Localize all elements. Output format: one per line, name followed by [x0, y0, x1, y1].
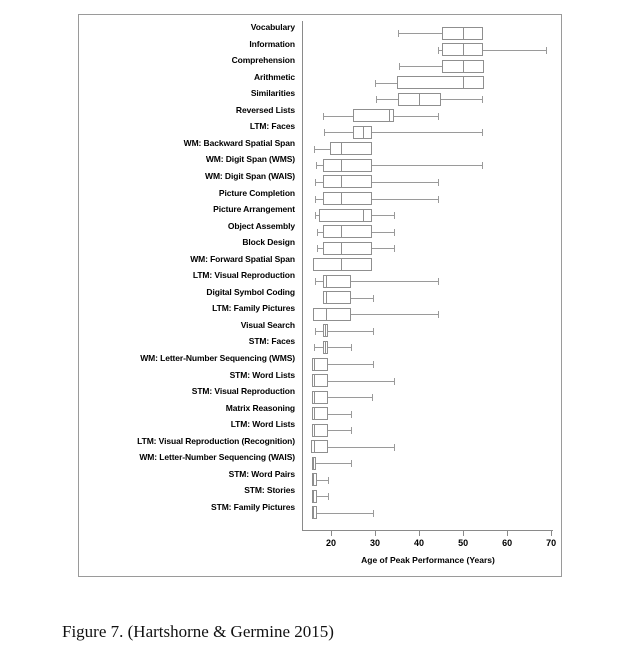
median-line: [341, 225, 342, 238]
y-axis-label: Information: [249, 38, 295, 49]
whisker-high-line: [328, 347, 351, 348]
x-tick-mark: [463, 531, 464, 536]
median-line: [314, 391, 315, 404]
median-line: [313, 506, 314, 519]
whisker-low-cap: [398, 30, 399, 37]
x-axis-title: Age of Peak Performance (Years): [361, 555, 495, 565]
boxplot-chart: [79, 15, 563, 578]
box-iqr: [323, 275, 351, 288]
whisker-high-line: [351, 314, 438, 315]
whisker-high-cap: [438, 179, 439, 186]
whisker-high-cap: [351, 411, 352, 418]
whisker-low-cap: [375, 80, 376, 87]
y-axis-label: LTM: Faces: [249, 121, 295, 132]
median-line: [313, 490, 314, 503]
whisker-high-cap: [394, 212, 395, 219]
y-axis-label: Matrix Reasoning: [225, 402, 295, 413]
y-axis-label: LTM: Visual Reproduction (Recognition): [137, 435, 295, 446]
y-axis-label: Block Design: [242, 237, 295, 248]
box-iqr: [313, 258, 372, 271]
figure-frame: [78, 14, 562, 577]
box-iqr: [323, 159, 372, 172]
y-axis-label: Arithmetic: [253, 71, 295, 82]
median-line: [314, 358, 315, 371]
whisker-low-cap: [315, 179, 316, 186]
y-axis-label: LTM: Family Pictures: [212, 303, 295, 314]
whisker-high-cap: [482, 129, 483, 136]
whisker-high-cap: [351, 427, 352, 434]
x-tick-mark: [507, 531, 508, 536]
whisker-low-line: [315, 199, 323, 200]
whisker-low-line: [315, 182, 323, 183]
median-line: [326, 275, 327, 288]
y-axis-label: STM: Faces: [248, 336, 295, 347]
whisker-low-cap: [316, 162, 317, 169]
whisker-high-cap: [351, 344, 352, 351]
x-tick-mark: [419, 531, 420, 536]
whisker-low-cap: [315, 212, 316, 219]
median-line: [463, 43, 464, 56]
whisker-high-cap: [372, 394, 373, 401]
whisker-high-line: [351, 298, 373, 299]
y-axis-label: LTM: Word Lists: [230, 419, 295, 430]
whisker-low-cap: [323, 113, 324, 120]
y-axis-label: Visual Search: [240, 319, 295, 330]
whisker-high-line: [316, 463, 351, 464]
whisker-high-cap: [373, 328, 374, 335]
median-line: [463, 60, 464, 73]
median-line: [326, 291, 327, 304]
whisker-high-cap: [394, 378, 395, 385]
box-iqr: [323, 175, 372, 188]
whisker-high-cap: [394, 229, 395, 236]
whisker-low-line: [314, 347, 323, 348]
whisker-low-line: [376, 99, 398, 100]
median-line: [313, 473, 314, 486]
x-tick-label: 70: [546, 538, 557, 548]
x-tick-mark: [551, 531, 552, 536]
y-axis-label: WM: Backward Spatial Span: [183, 137, 295, 148]
y-axis-label: WM: Digit Span (WAIS): [205, 170, 295, 181]
whisker-low-cap: [315, 328, 316, 335]
y-axis-label: Comprehension: [231, 55, 295, 66]
whisker-high-line: [372, 182, 438, 183]
box-iqr: [319, 209, 372, 222]
whisker-high-line: [328, 397, 372, 398]
whisker-high-cap: [373, 361, 374, 368]
median-line: [326, 308, 327, 321]
whisker-high-cap: [546, 47, 547, 54]
x-tick-label: 30: [370, 538, 381, 548]
whisker-low-cap: [376, 96, 377, 103]
whisker-high-line: [328, 447, 394, 448]
x-tick-mark: [375, 531, 376, 536]
median-line: [341, 192, 342, 205]
whisker-low-cap: [438, 47, 439, 54]
whisker-high-line: [394, 116, 438, 117]
whisker-high-cap: [394, 444, 395, 451]
x-tick-label: 60: [502, 538, 513, 548]
whisker-high-line: [372, 215, 394, 216]
whisker-high-cap: [328, 493, 329, 500]
y-axis-label: Object Assembly: [227, 220, 295, 231]
median-line: [314, 440, 315, 453]
box-iqr: [323, 242, 372, 255]
y-axis-label: Similarities: [250, 88, 295, 99]
y-axis-label: LTM: Visual Reproduction: [192, 270, 295, 281]
whisker-high-cap: [482, 96, 483, 103]
box-iqr: [330, 142, 372, 155]
median-line: [341, 142, 342, 155]
box-iqr: [323, 192, 372, 205]
whisker-low-line: [323, 116, 353, 117]
box-iqr: [313, 308, 351, 321]
y-axis-label: WM: Letter-Number Sequencing (WAIS): [139, 452, 295, 463]
median-line: [341, 175, 342, 188]
y-axis-line: [302, 21, 303, 531]
whisker-high-line: [328, 331, 373, 332]
median-line: [313, 457, 314, 470]
plot-area: [302, 21, 557, 565]
whisker-high-cap: [438, 311, 439, 318]
whisker-high-line: [483, 50, 546, 51]
whisker-high-line: [317, 480, 328, 481]
median-line: [463, 27, 464, 40]
whisker-low-line: [315, 281, 323, 282]
whisker-low-line: [324, 132, 353, 133]
whisker-high-cap: [438, 196, 439, 203]
y-axis-label: STM: Stories: [244, 485, 295, 496]
whisker-high-cap: [394, 245, 395, 252]
y-axis-label: STM: Word Lists: [229, 369, 295, 380]
y-axis-label: Picture Arrangement: [213, 204, 295, 215]
whisker-low-line: [315, 331, 323, 332]
whisker-high-line: [317, 496, 328, 497]
whisker-low-line: [314, 149, 330, 150]
median-line: [314, 424, 315, 437]
whisker-high-line: [328, 381, 394, 382]
whisker-high-cap: [438, 278, 439, 285]
whisker-low-cap: [315, 196, 316, 203]
median-line: [341, 258, 342, 271]
box-iqr: [323, 291, 351, 304]
y-axis-label: Reversed Lists: [235, 104, 295, 115]
whisker-low-cap: [317, 229, 318, 236]
y-axis-label: STM: Word Pairs: [228, 468, 295, 479]
median-line: [325, 324, 326, 337]
whisker-high-cap: [373, 510, 374, 517]
median-line: [419, 93, 420, 106]
x-tick-label: 20: [326, 538, 337, 548]
median-line: [341, 242, 342, 255]
y-axis-label: STM: Visual Reproduction: [191, 386, 295, 397]
whisker-high-line: [328, 364, 373, 365]
median-line: [389, 109, 390, 122]
box-iqr: [397, 76, 485, 89]
whisker-high-line: [328, 414, 351, 415]
whisker-low-cap: [315, 278, 316, 285]
whisker-high-cap: [328, 477, 329, 484]
box-iqr: [323, 225, 372, 238]
x-axis-line: [302, 530, 553, 531]
median-line: [341, 159, 342, 172]
x-tick-mark: [331, 531, 332, 536]
median-line: [325, 341, 326, 354]
median-line: [463, 76, 464, 89]
whisker-high-line: [328, 430, 351, 431]
whisker-high-cap: [351, 460, 352, 467]
whisker-low-cap: [399, 63, 400, 70]
y-axis-label: Picture Completion: [218, 187, 295, 198]
y-axis-label: Digital Symbol Coding: [206, 286, 295, 297]
whisker-high-cap: [438, 113, 439, 120]
whisker-high-cap: [482, 162, 483, 169]
x-tick-label: 40: [414, 538, 425, 548]
whisker-low-line: [316, 165, 323, 166]
median-line: [363, 126, 364, 139]
whisker-low-cap: [324, 129, 325, 136]
whisker-high-line: [372, 248, 394, 249]
x-tick-label: 50: [458, 538, 469, 548]
whisker-high-line: [351, 281, 438, 282]
y-axis-label: WM: Forward Spatial Span: [190, 253, 295, 264]
whisker-low-cap: [317, 245, 318, 252]
whisker-high-line: [372, 199, 438, 200]
whisker-low-cap: [314, 146, 315, 153]
figure-caption: Figure 7. (Hartshorne & Germine 2015): [62, 622, 334, 641]
whisker-high-line: [317, 513, 373, 514]
y-axis-label: WM: Digit Span (WMS): [205, 154, 295, 165]
y-axis-category-labels: [79, 15, 301, 515]
median-line: [363, 209, 364, 222]
whisker-high-line: [372, 232, 394, 233]
whisker-low-line: [375, 83, 397, 84]
whisker-high-cap: [373, 295, 374, 302]
median-line: [314, 374, 315, 387]
whisker-high-line: [372, 132, 482, 133]
median-line: [314, 407, 315, 420]
whisker-low-cap: [314, 344, 315, 351]
whisker-low-line: [398, 33, 442, 34]
y-axis-label: WM: Letter-Number Sequencing (WMS): [140, 353, 295, 363]
whisker-low-line: [399, 66, 443, 67]
whisker-high-line: [372, 165, 482, 166]
whisker-high-line: [441, 99, 483, 100]
y-axis-label: Vocabulary: [250, 22, 295, 32]
y-axis-label: STM: Family Pictures: [211, 501, 295, 512]
